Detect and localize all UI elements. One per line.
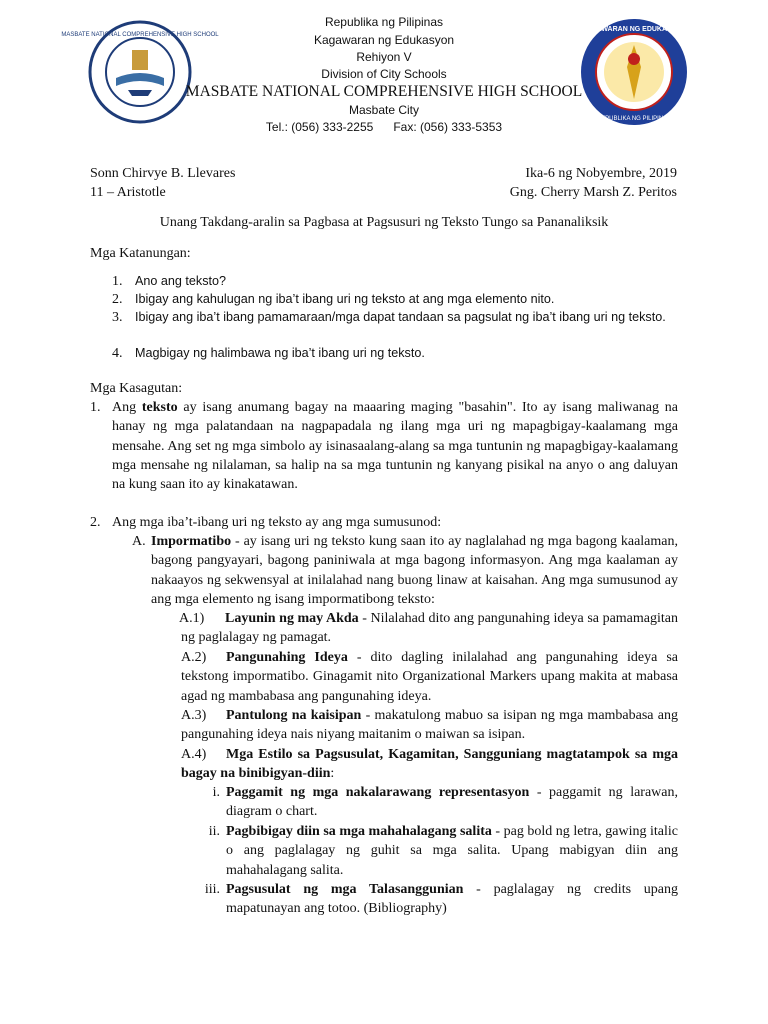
section-label: A. [132,534,146,549]
element-body: - Nilalahad dito ang pangunahing ideya sa pamamagitan ng paglalagay ng pamagat. [181,611,678,646]
teacher-name: Gng. Cherry Marsh Z. Peritos [509,185,677,200]
sub-item-term: Pagsusulat ng mga Talasanggunian [226,882,464,897]
student-name: Sonn Chirvye B. Llevares [90,166,236,181]
date: Ika-6 ng Nobyembre, 2019 [525,166,677,181]
element-body: : [330,766,335,782]
answer-1-term: teksto [141,400,178,415]
question-item: Ibigay ang kahulugan ng iba’t ibang uri ng teksto at ang mga elemento nito. [135,292,555,306]
section-a-body: - ay isang uri ng teksto kung saan ito ay naglalahad ng mga bagong kaalaman, bagong pangyayari, bagong paniniwala at mga bagong informasyon. Ang mga kaalaman ay nakaayos ng sekwensyal at inilalahad nang buong linaw at kaisahan. Ang mga sumusunod ay ang mga elemento ng isang impormatibong teksto: [151,534,678,607]
header-region: Rehiyon V [356,50,412,64]
element-body: - makatulong mabuo sa isipan ng mga mambabasa ang pangunahing ideya nais niyang maitanim o maiwan sa isipan. [181,708,678,743]
answers-heading: Mga Kasagutan: [90,381,183,396]
section-a-term: Impormatibo [151,534,232,549]
element-term: Mga Estilo sa Pagsusulat, Kagamitan, Sangguniang magtatampok sa mga bagay na binibigyan-diin [181,747,678,782]
sub-item-term: Paggamit ng mga nakalarawang representasyon [226,785,530,800]
answer-1-body: ay isang anumang bagay na maaaring maging "basahin". Ito ay isang maliwanag na hanay ng mga palatandaan na nagpapadala ng ilang mga uri ng mapagbigay-kaalamang mga mensahe. Ang set ng mga simbolo ay isinasaalang-alang sa mga tuntunin ng mapagbigay-kaalamang mga mensahe ng nilalaman, sa halip na sa mga tuntunin ng kanyang pisikal na anyo o ang daluyan na kung saan ito ay kinakatawan. [112,400,678,493]
element-body: - dito dagling inilalahad ang pangunahing ideya sa tekstong impormatibo. Ginagamit nito Organizational Markers upang makita at mabasa agad ng mambabasa ang pangunahing ideya. [181,650,678,704]
deped-seal-text: KAGAWARAN NG EDUKASYON [581,26,687,33]
question-number: 3. [112,310,123,325]
header-department: Kagawaran ng Edukasyon [313,33,455,47]
question-number: 2. [112,292,123,307]
question-number: 1. [112,274,123,289]
answer-1-text [112,398,678,494]
sub-item-text [226,783,678,822]
element-term: Pantulong na kaisipan [226,708,362,723]
element-label: A.4) [181,747,207,762]
sub-item-text [226,822,678,880]
answer-number: 2. [90,515,101,530]
question-item: Ibigay ang iba’t ibang pamamaraan/mga dapat tandaan sa pagsulat ng iba’t ibang uri ng teksto. [135,310,666,324]
answer-number: 1. [90,400,101,415]
answer-1-pre: Ang [112,400,142,415]
question-number: 4. [112,346,123,361]
sub-item-body: - paggamit ng larawan, diagram o chart. [226,785,678,820]
sub-item-body: - pag bold ng letra, gawing italic o ang paglalagay ng guhit sa mga salita. Upang mabigyan diin ang mahahalagang salita. [226,824,678,878]
question-item: Ano ang teksto? [135,274,227,288]
question-item: Magbigay ng halimbawa ng iba’t ibang uri ng teksto. [135,346,425,360]
element-a4 [181,745,678,784]
element-label: A.1) [179,611,205,626]
element-a1 [181,609,678,648]
header-country: Republika ng Pilipinas [324,15,444,29]
element-label: A.3) [181,708,207,723]
assignment-title: Unang Takdang-aralin sa Pagbasa at Pagsusuri ng Teksto Tungo sa Pananaliksik [159,215,609,230]
sub-item-body: - paglalagay ng credits upang mapatunayan ang totoo. (Bibliography) [226,882,678,917]
element-label: A.2) [181,650,207,665]
element-term: Pangunahing Ideya [226,650,348,665]
sub-item-label: iii. [204,882,220,897]
seal-text: MASBATE NATIONAL COMPREHENSIVE HIGH SCHOOL [61,32,219,38]
header-division: Division of City Schools [321,67,447,81]
school-name: MASBATE NATIONAL COMPREHENSIVE HIGH SCHOOL [185,83,583,100]
deped-seal-bottom-text: REPUBLIKA NG PILIPINAS [596,116,672,122]
sub-item-term: Pagbibigay diin sa mga mahahalagang salita [226,824,492,839]
answer-2-intro: Ang mga iba’t-ibang uri ng teksto ay ang mga sumusunod: [112,515,442,530]
sub-item-label: ii. [208,824,220,839]
student-section: 11 – Aristotle [90,185,166,200]
sub-item-label: i. [212,785,220,800]
section-a-text [151,532,678,609]
questions-heading: Mga Katanungan: [90,246,191,261]
header-contact: Tel.: (056) 333-2255 Fax: (056) 333-5353 [265,120,503,134]
sub-item-text [226,880,678,919]
element-a3 [181,706,678,745]
element-term: Layunin ng may Akda [225,611,359,626]
header-city: Masbate City [348,103,420,117]
element-a2 [181,648,678,706]
